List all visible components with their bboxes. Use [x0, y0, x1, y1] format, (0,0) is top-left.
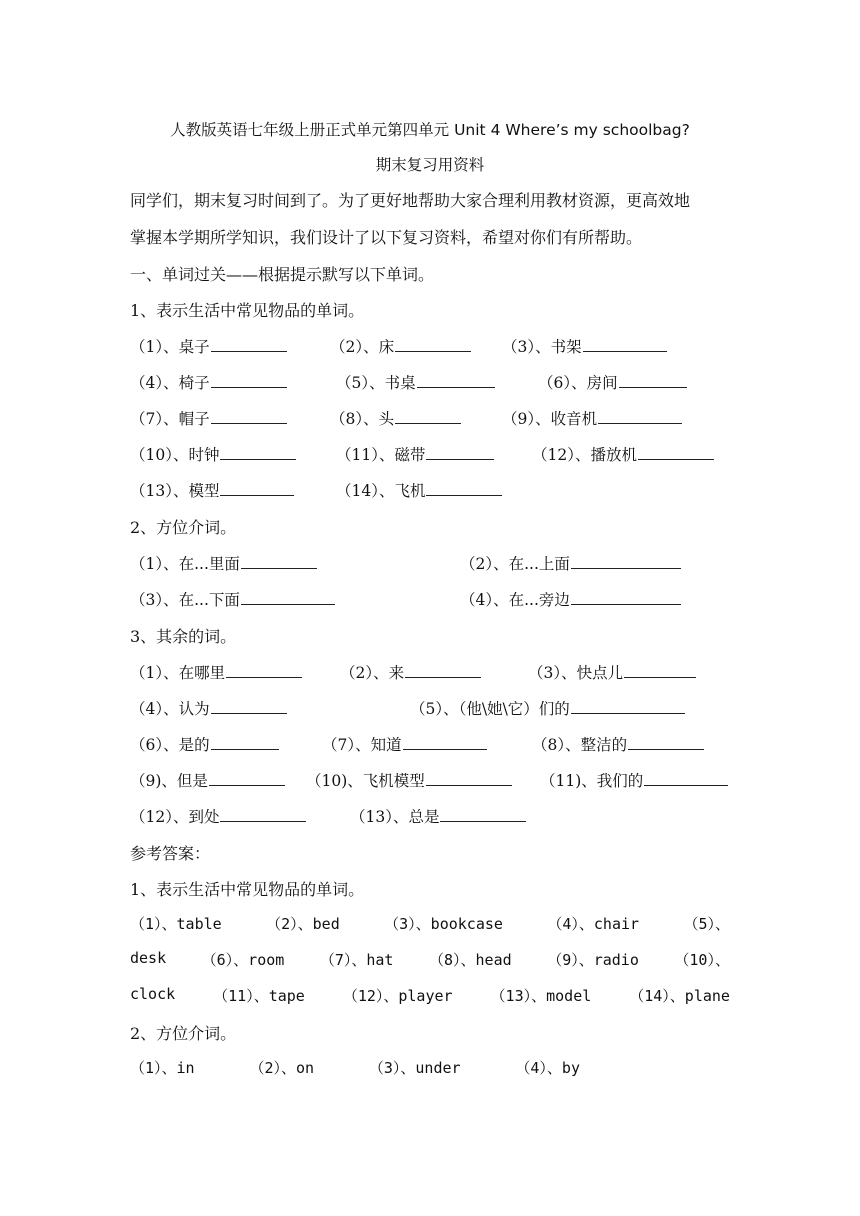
answer-blank[interactable]	[644, 771, 728, 786]
exercise-item: （4）、在...旁边	[460, 588, 681, 610]
part1-heading: 1、表示生活中常见物品的单词。	[130, 301, 365, 320]
answer-text: （8）、head	[429, 951, 512, 969]
exercise-item: （7）、帽子	[130, 407, 287, 429]
answer-blank[interactable]	[619, 373, 687, 388]
answer-blank[interactable]	[628, 735, 704, 750]
answer-blank[interactable]	[426, 771, 512, 786]
answer-text: （1）、in	[130, 1059, 195, 1077]
exercise-item: （14）、飞机	[336, 479, 502, 501]
exercise-item: （12）、到处	[130, 805, 306, 827]
answer-text: （4）、chair	[547, 915, 640, 933]
exercise-item: （3）、在...下面	[130, 588, 335, 610]
answer-blank[interactable]	[241, 590, 335, 605]
intro-line-2: 掌握本学期所学知识，我们设计了以下复习资料，希望对你们有所帮助。	[130, 228, 643, 247]
answer-blank[interactable]	[571, 554, 681, 569]
answer-text: （3）、bookcase	[384, 915, 503, 933]
answer-blank[interactable]	[211, 337, 287, 352]
exercise-item: （3）、书架	[502, 335, 667, 357]
answer-blank[interactable]	[211, 409, 287, 424]
answer-text: （2）、on	[249, 1059, 315, 1077]
exercise-item: （8）、整洁的	[532, 733, 704, 755]
answer-blank[interactable]	[638, 445, 714, 460]
answer-blank[interactable]	[395, 409, 461, 424]
exercise-item: （4）、认为	[130, 697, 287, 719]
exercise-item: （9）、收音机	[502, 407, 682, 429]
answer-blank[interactable]	[211, 373, 287, 388]
exercise-item: （2）、床	[330, 335, 471, 357]
exercise-item: （5）、（他\她\它）们的	[410, 697, 685, 719]
answer-text: clock	[130, 985, 176, 1003]
answer-blank[interactable]	[598, 409, 682, 424]
answer-text: （11）、tape	[213, 987, 305, 1005]
exercise-item: （8）、头	[330, 407, 461, 429]
exercise-item: （10）、时钟	[130, 443, 296, 465]
exercise-item: （3）、快点儿	[528, 661, 696, 683]
exercise-item: （10)、飞机模型	[306, 769, 512, 791]
answer-blank[interactable]	[220, 445, 296, 460]
answer-text: （5）、	[683, 915, 730, 933]
exercise-item: （9)、但是	[130, 769, 285, 791]
answer-text: （6）、room	[201, 951, 285, 969]
answer-blank[interactable]	[403, 735, 487, 750]
answers-part2-heading: 2、方位介词。	[130, 1024, 237, 1043]
answer-blank[interactable]	[405, 663, 481, 678]
answer-blank[interactable]	[417, 373, 495, 388]
answer-text: （1）、table	[130, 915, 222, 933]
answer-blank[interactable]	[211, 735, 279, 750]
answer-text: （13）、model	[490, 987, 592, 1005]
exercise-item: （6）、是的	[130, 733, 279, 755]
answer-blank[interactable]	[440, 807, 526, 822]
exercise-item: （2）、在...上面	[460, 552, 681, 574]
answer-text: （7）、hat	[319, 951, 394, 969]
exercise-item: （2）、来	[340, 661, 481, 683]
answers-row	[130, 913, 730, 934]
document-subtitle: 期末复习用资料	[375, 156, 485, 174]
exercise-item: （1）、在哪里	[130, 661, 302, 683]
answers-heading: 参考答案：	[130, 844, 211, 863]
answer-blank[interactable]	[226, 663, 302, 678]
answers-row	[130, 985, 730, 1006]
answer-blank[interactable]	[220, 807, 306, 822]
part3-heading: 3、其余的词。	[130, 627, 237, 646]
answer-text: （14）、plane	[629, 987, 730, 1005]
answer-blank[interactable]	[220, 481, 294, 496]
exercise-item: （6）、房间	[538, 371, 687, 393]
answer-blank[interactable]	[571, 590, 681, 605]
intro-line-1: 同学们，期末复习时间到了。为了更好地帮助大家合理利用教材资源，更高效地	[130, 191, 691, 210]
answers-row	[130, 949, 730, 970]
section1-heading: 一、单词过关——根据提示默写以下单词。	[130, 265, 435, 284]
exercise-item: （12）、播放机	[532, 443, 714, 465]
exercise-item: （1）、桌子	[130, 335, 287, 357]
answer-text: （9）、radio	[547, 951, 639, 969]
answer-blank[interactable]	[426, 481, 502, 496]
exercise-item: （1）、在...里面	[130, 552, 317, 574]
answer-text: （3）、under	[368, 1059, 461, 1077]
document-title: 人教版英语七年级上册正式单元第四单元 Unit 4 Where’s my schoolbag?	[170, 121, 690, 139]
exercise-item: （13）、总是	[350, 805, 526, 827]
answers-row	[130, 1057, 580, 1078]
answer-blank[interactable]	[624, 663, 696, 678]
part2-heading: 2、方位介词。	[130, 518, 237, 537]
exercise-item: （7）、知道	[322, 733, 487, 755]
exercise-item: （13）、模型	[130, 479, 294, 501]
answer-text: （12）、player	[342, 987, 453, 1005]
answer-text: （2）、bed	[266, 915, 340, 933]
exercise-item: （11)、我们的	[540, 769, 728, 791]
exercise-item: （5）、书桌	[336, 371, 495, 393]
answers-part1-heading: 1、表示生活中常见物品的单词。	[130, 880, 365, 899]
exercise-item: （11）、磁带	[336, 443, 494, 465]
exercise-item: （4）、椅子	[130, 371, 287, 393]
answer-blank[interactable]	[583, 337, 667, 352]
answer-blank[interactable]	[426, 445, 494, 460]
answer-blank[interactable]	[241, 554, 317, 569]
answer-blank[interactable]	[211, 699, 287, 714]
answer-text: （4）、by	[515, 1059, 580, 1077]
answer-blank[interactable]	[571, 699, 685, 714]
answer-text: （10）、	[674, 951, 730, 969]
answer-text: desk	[130, 949, 167, 967]
answer-blank[interactable]	[395, 337, 471, 352]
answer-blank[interactable]	[209, 771, 285, 786]
